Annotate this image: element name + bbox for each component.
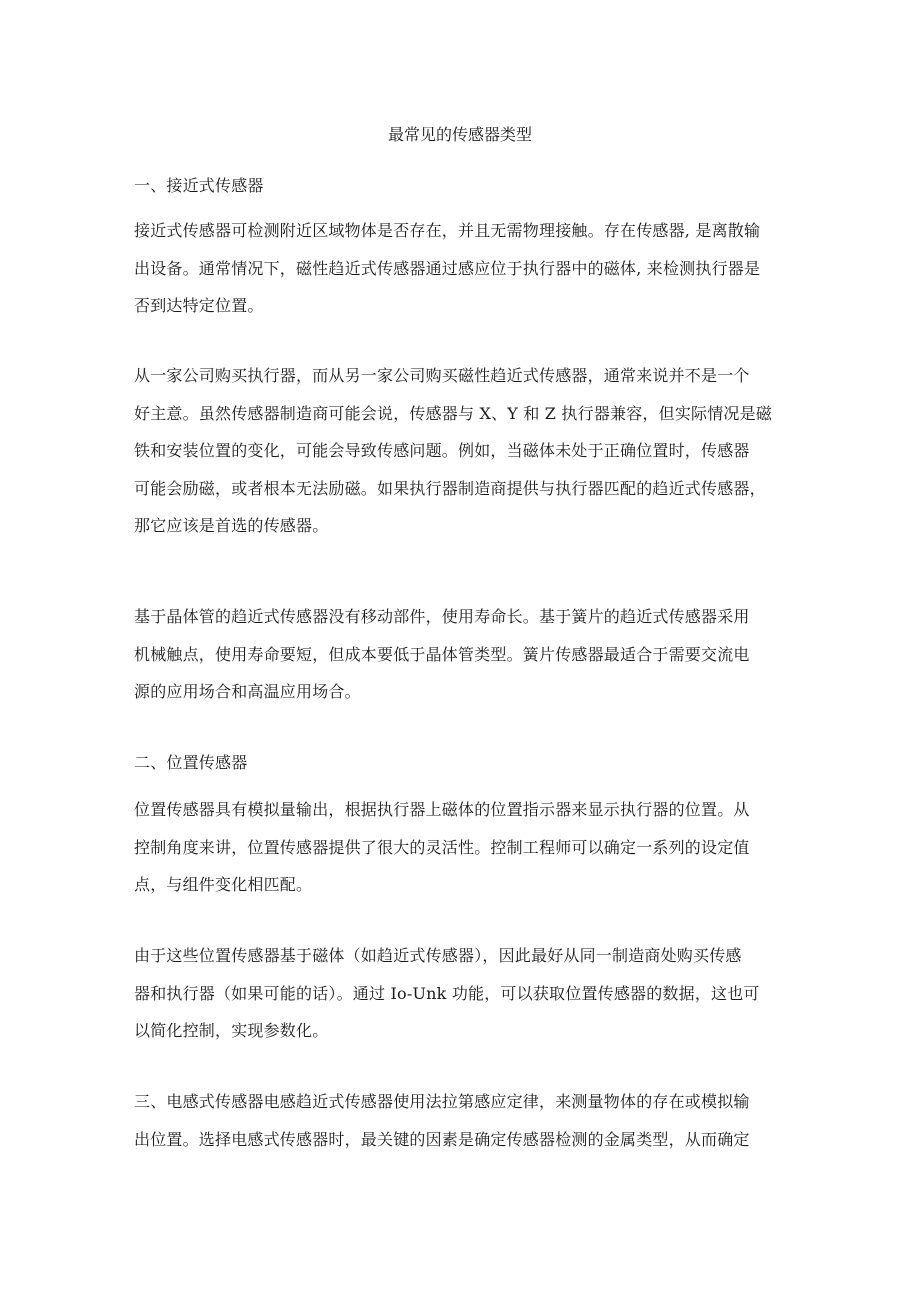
text-line: 机械触点，使用寿命要短，但成本要低于晶体管类型。簧片传感器最适合于需要交流电 [134, 644, 750, 664]
section-heading-proximity: 一、接近式传感器 [134, 176, 264, 195]
text-line: 控制角度来讲，位置传感器提供了很大的灵活性。控制工程师可以确定一系列的设定值 [134, 837, 750, 857]
paragraph-proximity-intro [134, 212, 794, 325]
paragraph-position-intro [134, 791, 794, 904]
paragraph-inductive [134, 1083, 794, 1158]
text-line: 基于晶体管的趋近式传感器没有移动部件，使用寿命长。基于簧片的趋近式传感器采用 [134, 607, 750, 626]
paragraph-proximity-purchase [134, 357, 794, 545]
text-line: 那它应该是首选的传感器。 [134, 516, 329, 535]
text-line: 出位置。选择电感式传感器时，最关键的因素是确定传感器检测的金属类型，从而确定 [134, 1129, 750, 1149]
text-line: 位置传感器具有模拟量输出，根据执行器上磁体的位置指示器来显示执行器的位置。从 [134, 800, 750, 819]
text-line: 源的应用场合和高温应用场合。 [134, 682, 361, 701]
section-heading-position: 二、位置传感器 [134, 753, 248, 772]
text-line: 出设备。通常情况下，磁性趋近式传感器通过感应位于执行器中的磁体, 来检测执行器是 [134, 258, 761, 278]
text-line: 否到达特定位置。 [134, 296, 264, 315]
text-line: 三、电感式传感器电感趋近式传感器使用法拉第感应定律，来测量物体的存在或模拟输 [134, 1092, 750, 1111]
text-line: 好主意。虽然传感器制造商可能会说，传感器与 X、Y 和 Z 执行器兼容，但实际情况是磁 [134, 403, 773, 423]
text-line: 可能会励磁，或者根本无法励磁。如果执行器制造商提供与执行器匹配的趋近式传感器， [134, 478, 766, 498]
text-line: 接近式传感器可检测附近区域物体是否存在，并且无需物理接触。存在传感器, 是离散输 [134, 221, 761, 240]
text-line: 器和执行器（如果可能的话）。通过 Io-Unk 功能，可以获取位置传感器的数据，这也可 [134, 983, 760, 1003]
text-line: 以简化控制，实现参数化。 [134, 1021, 329, 1040]
paragraph-position-purchase [134, 937, 794, 1050]
paragraph-proximity-types [134, 598, 794, 711]
document-title: 最常见的传感器类型 [387, 125, 532, 144]
text-line: 由于这些位置传感器基于磁体（如趋近式传感器），因此最好从同一制造商处购买传感 [134, 946, 742, 965]
text-line: 点，与组件变化相匹配。 [134, 875, 313, 894]
text-line: 从一家公司购买执行器，而从另一家公司购买磁性趋近式传感器，通常来说并不是一个 [134, 366, 750, 385]
text-line: 铁和安装位置的变化，可能会导致传感问题。例如，当磁体未处于正确位置时，传感器 [134, 441, 750, 460]
